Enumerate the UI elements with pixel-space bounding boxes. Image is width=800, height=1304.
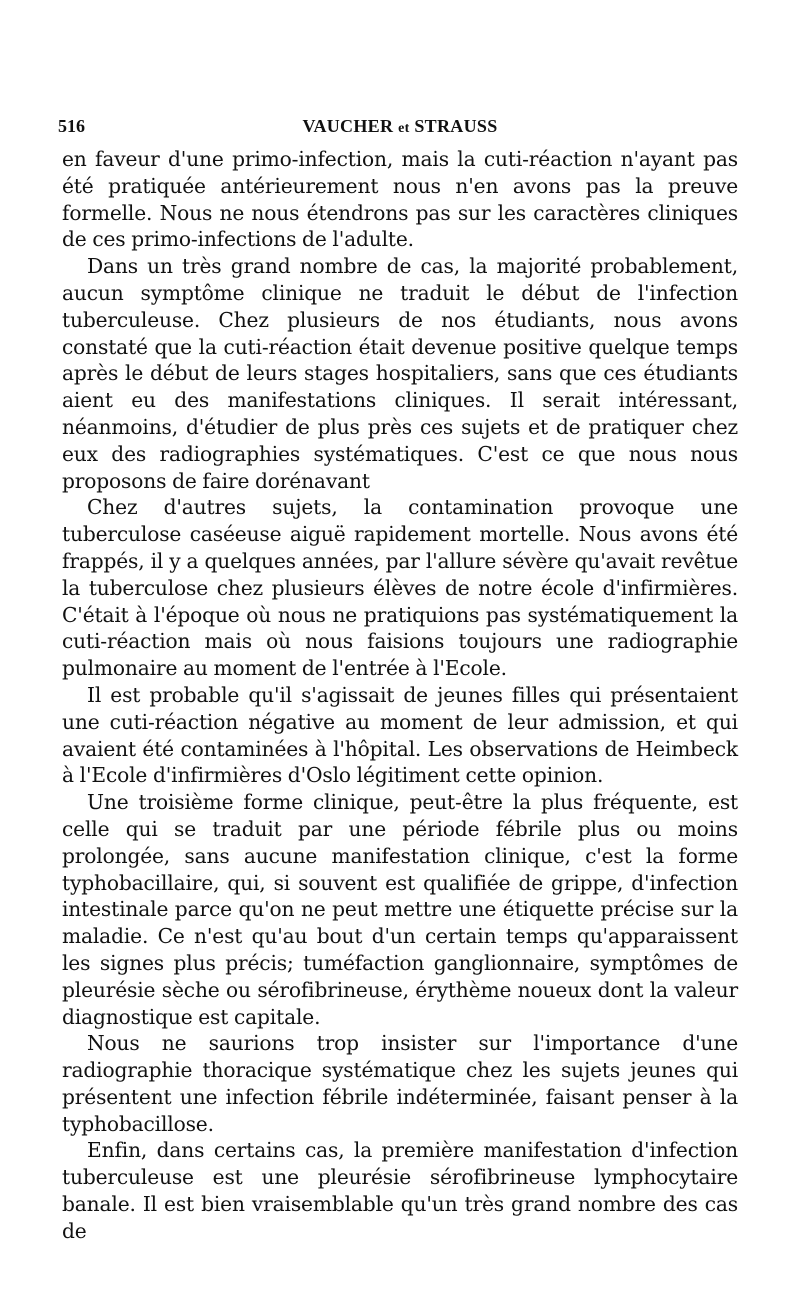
paragraph-5: Une troisième forme clinique, peut-être la plus fréquente, est celle qui se traduit par une période fébrile plus ou moins prolongée, sans aucune manifestation clinique, c'est la forme typhobacillaire, qui, si souvent est qualifiée de grippe, d'infection intestinale parce qu'on ne peut mettre une étiquette précise sur la maladie. Ce n'est qu'au bout d'un certain temps qu'apparaissent les signes plus précis; tuméfaction ganglionnaire, symptômes de pleurésie sèche ou sérofibrineuse, érythème noueux dont la valeur diagnostique est capitale.: [62, 790, 738, 1029]
paragraph-3: Chez d'autres sujets, la contamination provoque une tuberculose caséeuse aiguë rapidement mortelle. Nous avons été frappés, il y a quelques années, par l'allure sévère qu'avait revêtue la tuberculose chez plusieurs élèves de notre école d'infirmières. C'était à l'époque où nous ne pratiquions pas systématiquement la cuti-réaction mais où nous faisions toujours une radiographie pulmonaire au moment de l'entrée à l'Ecole.: [62, 495, 738, 681]
author-2: STRAUSS: [414, 116, 498, 136]
page-number: 516: [58, 116, 85, 136]
page: [58, 112, 738, 1245]
paragraph-2: Dans un très grand nombre de cas, la majorité probablement, aucun symptôme clinique ne traduit le début de l'infection tuberculeuse. Chez plusieurs de nos étudiants, nous avons constaté que la cuti-réaction était devenue positive quelque temps après le début de leurs stages hospitaliers, sans que ces étudiants aient eu des manifestations cliniques. Il serait intéressant, néanmoins, d'étudier de plus près ces sujets et de pratiquer chez eux des radiographies systématiques. C'est ce que nous nous proposons de faire dorénavant: [62, 254, 738, 493]
author-1: VAUCHER: [302, 116, 394, 136]
body-text: [62, 146, 738, 1245]
paragraph-7: Enfin, dans certains cas, la première manifestation d'infection tuberculeuse est une pleurésie sérofibrineuse lymphocytaire banale. Il est bien vraisemblable qu'un très grand nombre des cas de: [62, 1138, 738, 1243]
page-header: [58, 112, 738, 146]
running-head: [62, 116, 738, 137]
paragraph-6: Nous ne saurions trop insister sur l'importance d'une radiographie thoracique systématique chez les sujets jeunes qui présentent une infection fébrile indéterminée, faisant penser à la typhobacillose.: [62, 1031, 738, 1136]
author-conjunction: et: [398, 121, 410, 136]
paragraph-1: en faveur d'une primo-infection, mais la cuti-réaction n'ayant pas été pratiquée antérieurement nous n'en avons pas la preuve formelle. Nous ne nous étendrons pas sur les caractères cliniques de ces primo-infections de l'adulte.: [62, 147, 738, 252]
paragraph-4: Il est probable qu'il s'agissait de jeunes filles qui présentaient une cuti-réaction négative au moment de leur admission, et qui avaient été contaminées à l'hôpital. Les observations de Heimbeck à l'Ecole d'infirmières d'Oslo légitiment cette opinion.: [62, 682, 738, 788]
